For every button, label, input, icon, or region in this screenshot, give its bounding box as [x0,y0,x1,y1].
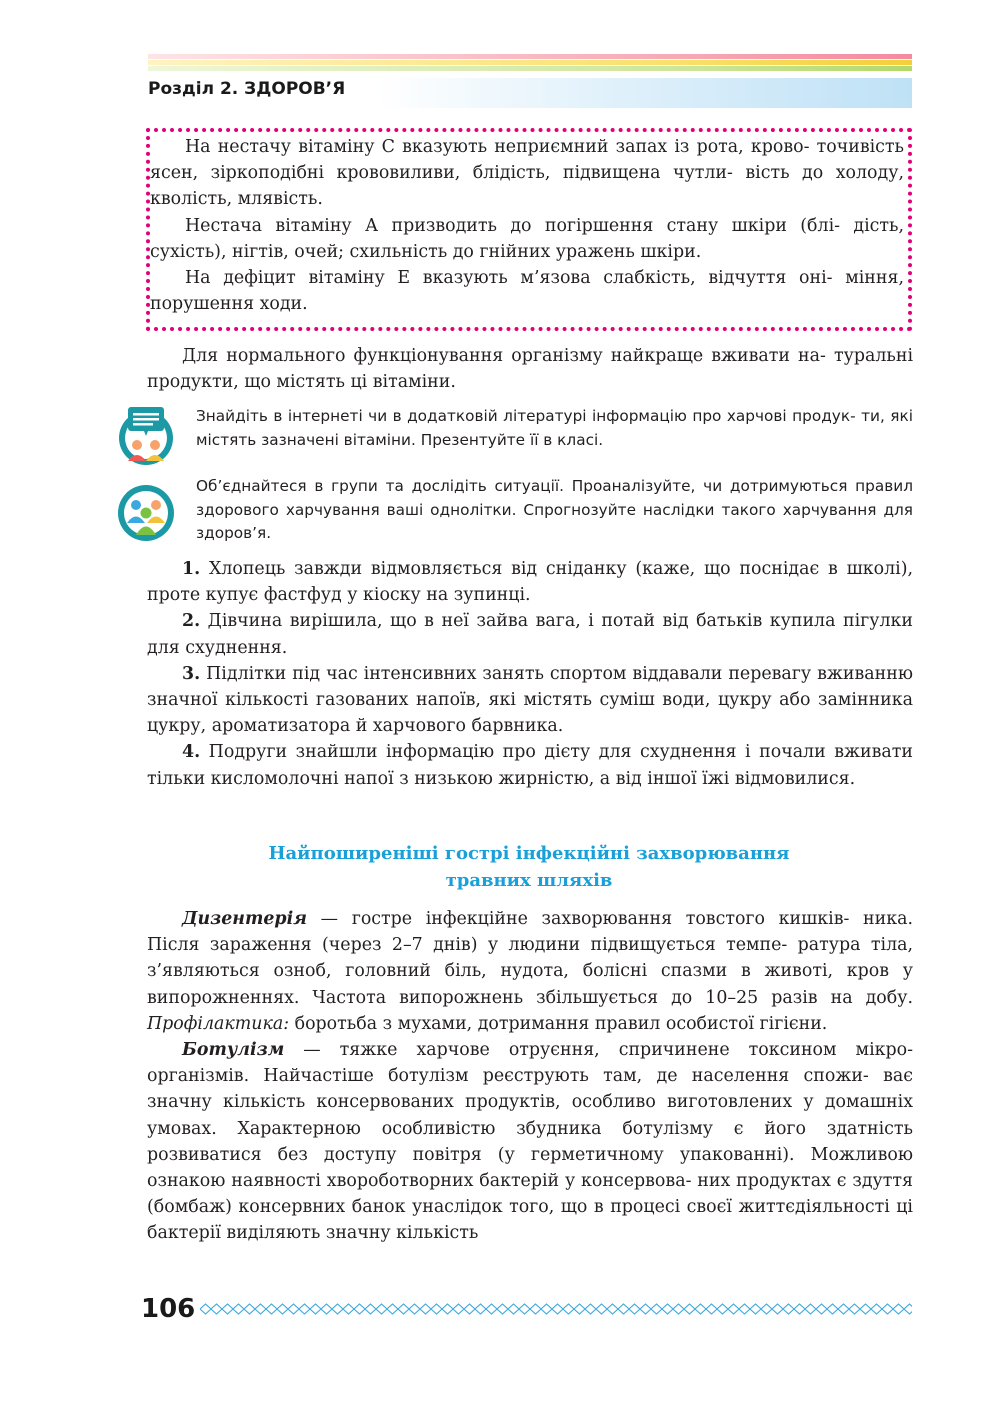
task-presentation-text: Знайдіть в інтернеті чи в додатковій літературі інформацію про харчові продук- ти, які містять зазначені вітаміни. Презентуйте її в класі. [196,407,913,449]
list-item: 3. Підлітки під час інтенсивних занять спортом віддавали перевагу вживанню значної кількості газованих напоїв, які містять суміш води, цукру або замінника цукру, ароматизатора й харчового барвника. [147,663,913,737]
task-group-work [116,475,913,547]
box-paragraph: Нестача вітаміну А призводить до погіршення стану шкіри (блі- дість, сухість), нігтів, очей; схильність до гнійних уражень шкіри. [150,215,905,262]
diseases-text [147,906,913,1247]
page-number: 106 [141,1294,196,1324]
presentation-icon [116,405,176,465]
task-presentation [116,405,913,467]
header-stripes [148,54,912,76]
list-item: 4. Подруги знайшли інформацію про дієту для схуднення і почали вживати тільки кисломолочні напої з низькою жирністю, а від іншої їжі відмовилися. [147,742,913,789]
group-work-icon [116,483,176,543]
subsection-heading: Найпоширеніші гострі інфекційні захворювання травних шляхів [268,843,790,891]
dysentery-paragraph: Дизентерія — гостре інфекційне захворювання товстого кишків- ника. Після зараження (через 2–7 днів) у людини підвищується темпе- ратура тіла, з’являються озноб, головний біль, нудота, болісні спазми в животі, кров у випорожненнях. Частота випорожнень збільшується до 10–25 разів на добу. Профілактика: боротьба з мухами, дотримання правил особистої гігієни. [147,909,914,1034]
list-item: 1. Хлопець завжди відмовляється від сніданку (каже, що поснідає в школі), проте купує фастфуд у кіоску на зупинці. [147,559,914,606]
botulism-paragraph: Ботулізм — тяжке харчове отруєння, спричинене токсином мікро- організмів. Найчастіше ботулізм реєструють там, де населення спожи- ває значну кількість консервованих продуктів, особливо виготовлених у домашніх умовах. Характерною особливістю збудника ботулізму є його здатність розвиватися без доступу повітря (у герметичному упакованні). Можливою ознакою наявності хвороботворних бактерій у консервова- них продуктах є здуття (бомбаж) консервних банок унаслідок того, що в процесі своєї життєдіяльності ці бактерії виділяють значну кількість [147,1040,914,1244]
section-title: Розділ 2. ЗДОРОВ’Я [148,79,346,99]
footer-ornament [200,1300,912,1318]
intro-paragraph: Для нормального функціонування організму найкраще вживати на- туральні продукти, що містять ці вітаміни. [147,346,914,393]
situations-list [147,556,913,792]
task-group-work-text: Об’єднайтеся в групи та дослідіть ситуації. Проаналізуйте, чи дотримуються правил здорового харчування ваші однолітки. Спрогнозуйте наслідки такого харчування для здоров’я. [196,477,914,542]
section-header [146,78,912,108]
box-paragraph: На дефіцит вітаміну Е вказують м’язова слабкість, відчуття оні- міння, порушення ходи. [150,268,904,315]
list-item: 2. Дівчина вирішила, що в неї зайва вага, і потай від батьків купила пігулки для схуднення. [147,611,913,658]
info-box [150,134,904,317]
box-paragraph: На нестачу вітаміну С вказують неприємний запах із рота, крово- точивість ясен, зіркоподібні крововиливи, блідість, підвищена чутли- вість до холоду, кволість, млявість. [150,137,905,210]
